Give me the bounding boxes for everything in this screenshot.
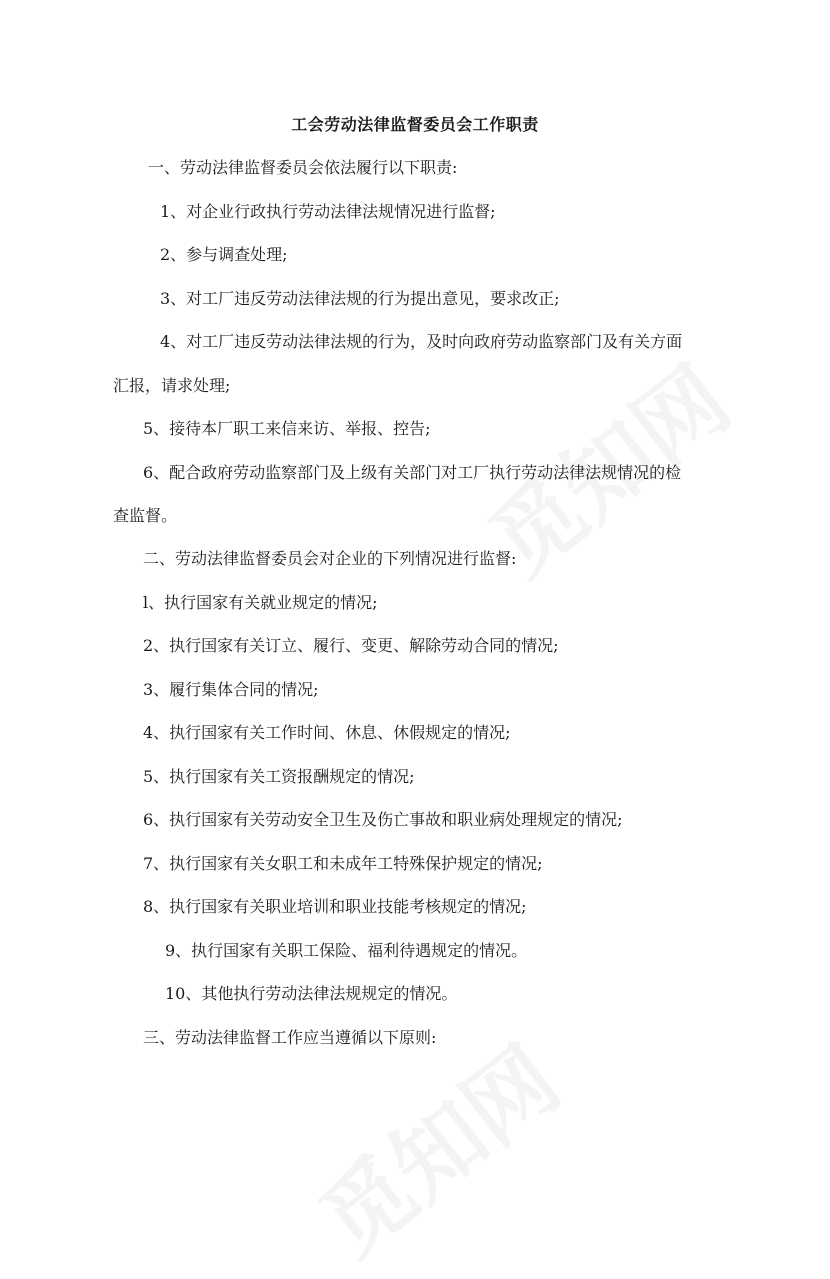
list-item: 4、执行国家有关工作时间、休息、休假规定的情况; — [143, 723, 511, 742]
list-item: 3、履行集体合同的情况; — [143, 680, 319, 699]
list-item: 10、其他执行劳动法律法规规定的情况。 — [165, 984, 458, 1003]
list-item: 6、执行国家有关劳动安全卫生及伤亡事故和职业病处理规定的情况; — [143, 810, 623, 829]
list-item-continuation: 汇报，请求处理; — [113, 376, 231, 395]
section-heading-2: 二、劳动法律监督委员会对企业的下列情况进行监督: — [143, 549, 517, 568]
list-item: 9、执行国家有关职工保险、福利待遇规定的情况。 — [165, 941, 528, 960]
section-heading-3: 三、劳动法律监督工作应当遵循以下原则: — [143, 1028, 437, 1047]
list-item: 4、对工厂违反劳动法律法规的行为，及时向政府劳动监察部门及有关方面 — [160, 332, 683, 351]
list-item: 8、执行国家有关职业培训和职业技能考核规定的情况; — [143, 897, 527, 916]
list-item: 1、对企业行政执行劳动法律法规情况进行监督; — [160, 202, 496, 221]
document-title: 工会劳动法律监督委员会工作职责 — [291, 115, 539, 134]
list-item: l、执行国家有关就业规定的情况; — [143, 593, 378, 612]
list-item: 5、执行国家有关工资报酬规定的情况; — [143, 767, 415, 786]
list-item: 5、接待本厂职工来信来访、举报、控告; — [143, 419, 431, 438]
section-heading-1: 一、劳动法律监督委员会依法履行以下职责: — [148, 158, 458, 177]
list-item: 6、配合政府劳动监察部门及上级有关部门对工厂执行劳动法律法规情况的检 — [143, 463, 682, 482]
list-item: 7、执行国家有关女职工和未成年工特殊保护规定的情况; — [143, 854, 543, 873]
list-item: 2、执行国家有关订立、履行、变更、解除劳动合同的情况; — [143, 636, 559, 655]
list-item-continuation: 查监督。 — [113, 506, 178, 525]
list-item: 3、对工厂违反劳动法律法规的行为提出意见，要求改正; — [160, 289, 560, 308]
watermark-bottom — [289, 1011, 582, 1279]
list-item: 2、参与调查处理; — [160, 245, 288, 264]
